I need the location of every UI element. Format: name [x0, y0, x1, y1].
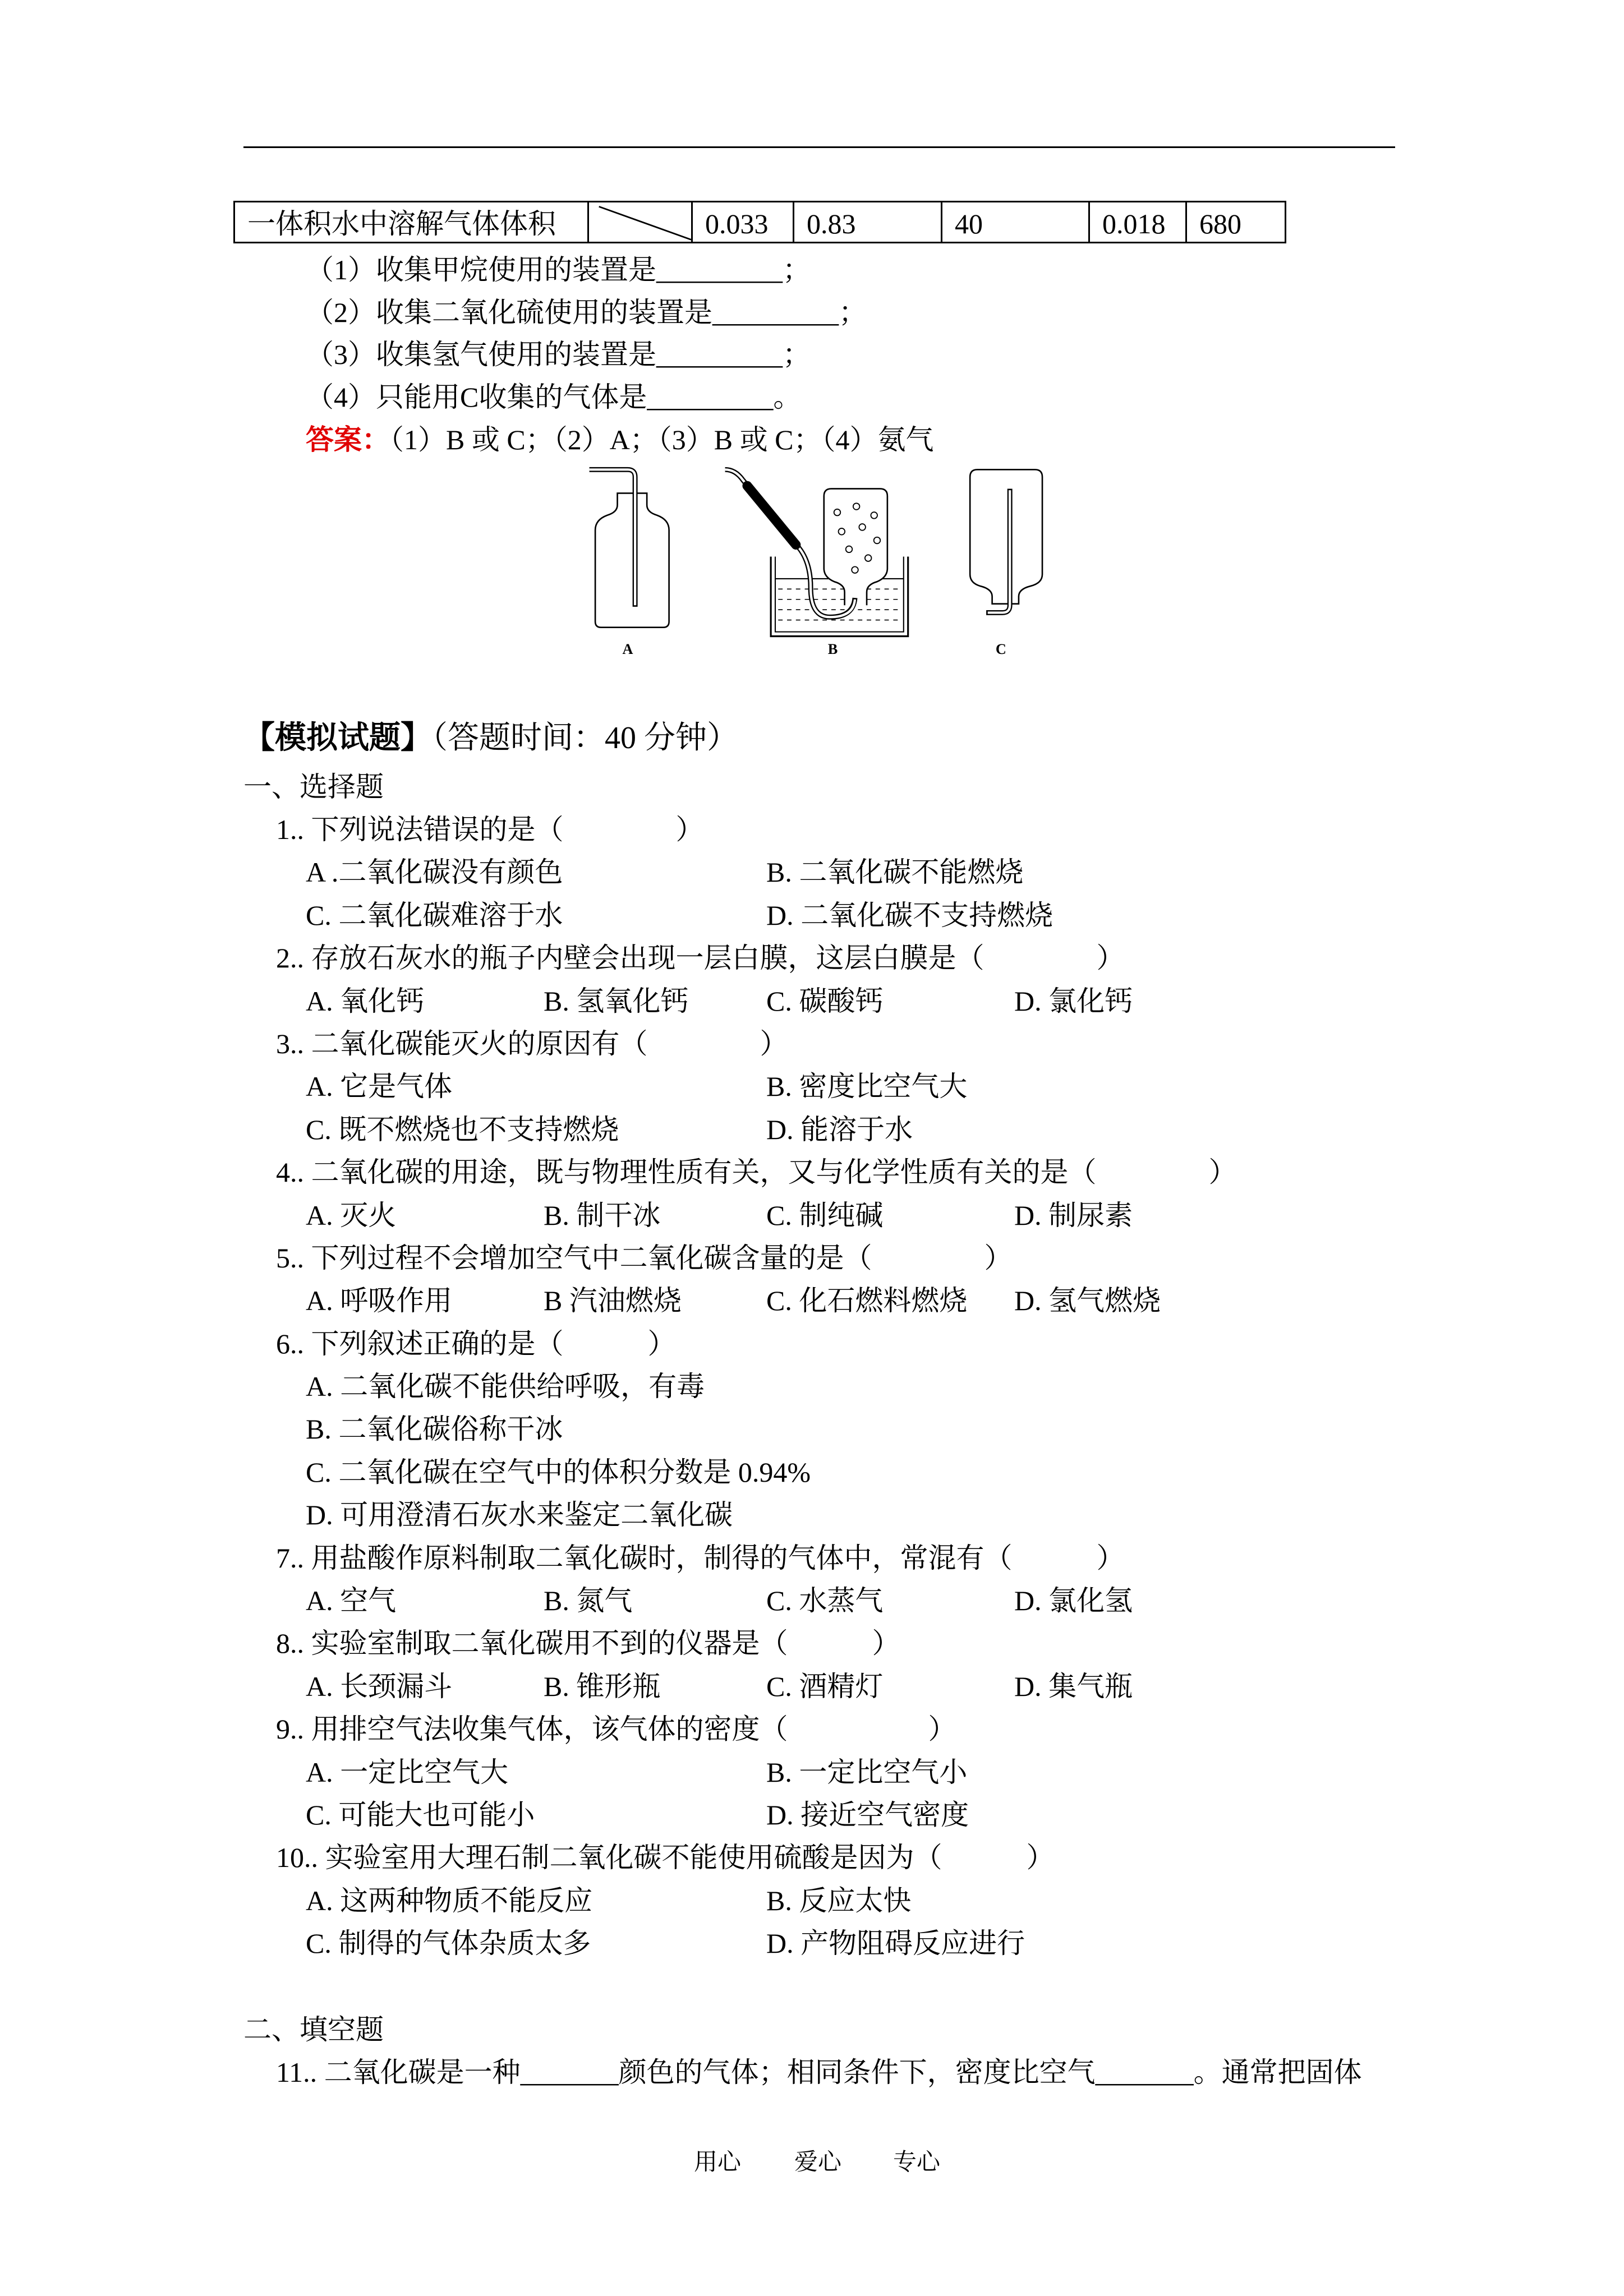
option-d: D. 制尿素 [1014, 1199, 1133, 1231]
option-c: C. 二氧化碳在空气中的体积分数是 0.94% [306, 1456, 811, 1488]
option-b: B. 氢氧化钙 [544, 985, 689, 1017]
question-3 [0, 1022, 1624, 1065]
answer-label: 答案： [306, 423, 390, 455]
section-heading-fill-in: 二、填空题 [243, 2014, 384, 2045]
options-row [0, 1794, 1624, 1836]
sub-question-4 [306, 376, 934, 419]
options-row [0, 1451, 1624, 1493]
figure-labels [622, 641, 1006, 657]
option-c: C. 化石燃料燃烧 [766, 1285, 968, 1317]
option-a: A. 长颈漏斗 [306, 1670, 453, 1702]
option-d: D. 能溶于水 [766, 1113, 913, 1145]
option-d: D. 接近空气密度 [766, 1799, 969, 1831]
options-row [0, 1365, 1624, 1408]
footer-item: 专心 [893, 2150, 941, 2175]
solubility-table [233, 201, 1286, 243]
question-stem: 1.. 下列说法错误的是（ ） [276, 814, 704, 845]
delivery-tube-a-inner [590, 469, 636, 605]
choice-questions [0, 808, 1624, 1965]
option-b: B. 二氧化碳俗称干冰 [306, 1413, 563, 1445]
sub-questions [306, 249, 934, 461]
time-note: （答题时间：40 分钟） [432, 721, 738, 755]
mock-test-heading: 【模拟试题】 [243, 721, 432, 755]
option-a: A. 二氧化碳不能供给呼吸，有毒 [306, 1371, 705, 1403]
options-row [0, 1065, 1624, 1108]
options-row [0, 851, 1624, 893]
question-stem: 9.. 用排空气法收集气体，该气体的密度（ ） [276, 1713, 956, 1745]
figure-label-b: B [827, 641, 838, 658]
option-b: B. 氮气 [544, 1585, 633, 1617]
option-a: A. 氧化钙 [306, 985, 425, 1017]
table-cell: 0.83 [794, 202, 942, 243]
figure-label-a: A [622, 641, 633, 658]
sub-question-1 [306, 249, 934, 292]
diagonal-cell [588, 202, 692, 243]
option-c: C. 碳酸钙 [766, 985, 884, 1017]
option-c: C. 制纯碱 [766, 1199, 884, 1231]
option-b: B. 一定比空气小 [766, 1756, 968, 1788]
option-a: A. 空气 [306, 1585, 397, 1617]
options-row [0, 1751, 1624, 1794]
apparatus-c [970, 469, 1042, 612]
table-cell: 0.033 [692, 202, 794, 243]
option-a: A. 呼吸作用 [306, 1285, 453, 1317]
question-stem: 8.. 实验室制取二氧化碳用不到的仪器是（ ） [276, 1628, 900, 1659]
question-stem: 7.. 用盐酸作原料制取二氧化碳时，制得的气体中，常混有（ ） [276, 1542, 1125, 1574]
footer-item: 爱心 [794, 2150, 842, 2175]
question-10 [0, 1836, 1624, 1879]
option-c: C. 制得的气体杂质太多 [306, 1928, 591, 1960]
options-row [0, 1279, 1624, 1322]
table-row [234, 202, 1286, 243]
apparatus-b [725, 469, 908, 636]
option-c: C. 酒精灯 [766, 1670, 884, 1702]
gas-bottle-a [595, 493, 669, 627]
table-cell: 0.018 [1089, 202, 1186, 243]
options-row [0, 1108, 1624, 1151]
question-4 [0, 1151, 1624, 1193]
option-a: A .二氧化碳没有颜色 [306, 856, 563, 888]
option-a: A. 这两种物质不能反应 [306, 1884, 593, 1916]
option-b: B 汽油燃烧 [544, 1285, 682, 1317]
option-c: C. 可能大也可能小 [306, 1799, 535, 1831]
options-row [0, 1665, 1624, 1708]
diagonal-line [589, 202, 691, 242]
sub-question-2 [306, 292, 934, 334]
footer-item: 用心 [694, 2150, 742, 2175]
option-b: B. 二氧化碳不能燃烧 [766, 856, 1024, 888]
question-stem: 5.. 下列过程不会增加空气中二氧化碳含量的是（ ） [276, 1242, 1013, 1274]
sub-question-text: （2）收集二氧化硫使用的装置是_________； [306, 296, 867, 328]
options-row [0, 1879, 1624, 1922]
option-b: B. 反应太快 [766, 1884, 912, 1916]
question-5 [0, 1237, 1624, 1279]
option-b: B. 制干冰 [544, 1199, 661, 1231]
gas-collection-apparatus-figure [582, 455, 1048, 670]
options-row [0, 1922, 1624, 1965]
sub-question-text: （4）只能用C收集的气体是_________。 [306, 381, 802, 413]
question-stem: 2.. 存放石灰水的瓶子内壁会出现一层白膜，这层白膜是（ ） [276, 942, 1125, 974]
table-cell: 40 [942, 202, 1089, 243]
sub-question-text: （1）收集甲烷使用的装置是_________； [306, 254, 811, 285]
options-row [0, 980, 1624, 1022]
question-stem: 4.. 二氧化碳的用途，既与物理性质有关，又与化学性质有关的是（ ） [276, 1156, 1237, 1188]
section-heading-choice: 一、选择题 [243, 771, 384, 803]
options-row [0, 1408, 1624, 1450]
option-d: D. 二氧化碳不支持燃烧 [766, 899, 1053, 931]
question-1 [0, 808, 1624, 851]
question-stem: 3.. 二氧化碳能灭火的原因有（ ） [276, 1027, 788, 1059]
option-d: D. 集气瓶 [1014, 1670, 1133, 1702]
question-2 [0, 937, 1624, 979]
option-a: A. 它是气体 [306, 1071, 453, 1103]
question-stem: 6.. 下列叙述正确的是（ ） [276, 1327, 676, 1359]
question-9 [0, 1708, 1624, 1750]
option-d: D. 产物阻碍反应进行 [766, 1928, 1025, 1960]
option-d: D. 可用澄清石灰水来鉴定二氧化碳 [306, 1499, 733, 1531]
apparatus-a [590, 469, 669, 627]
header-rule [243, 146, 1395, 148]
sub-question-text: （3）收集氢气使用的装置是_________； [306, 339, 811, 371]
option-b: B. 锥形瓶 [544, 1670, 661, 1702]
question-stem: 10.. 实验室用大理石制二氧化碳不能使用硫酸是因为（ ） [276, 1842, 1055, 1874]
option-c: C. 既不燃烧也不支持燃烧 [306, 1113, 619, 1145]
rubber-hose [747, 486, 796, 545]
question-11: 11.. 二氧化碳是一种_______颜色的气体；相同条件下，密度比空气_______。通常把固体 [276, 2057, 1362, 2088]
option-b: B. 密度比空气大 [766, 1071, 968, 1103]
delivery-tube-a [590, 469, 636, 607]
table-cell: 680 [1186, 202, 1286, 243]
options-row [0, 1493, 1624, 1536]
gas-bottle-c-inverted [970, 469, 1042, 603]
option-d: D. 氯化氢 [1014, 1585, 1133, 1617]
gas-jar-inverted [824, 488, 887, 605]
options-row [0, 1194, 1624, 1237]
options-row [0, 894, 1624, 937]
answer-text: （1）B 或 C；（2）A；（3）B 或 C；（4）氨气 [390, 423, 934, 455]
option-a: A. 灭火 [306, 1199, 397, 1231]
option-d: D. 氢气燃烧 [1014, 1285, 1161, 1317]
question-8 [0, 1622, 1624, 1665]
mock-test-title [243, 720, 738, 757]
option-c: C. 二氧化碳难溶于水 [306, 899, 563, 931]
option-d: D. 氯化钙 [1014, 985, 1133, 1017]
options-row [0, 1579, 1624, 1622]
table-row-label: 一体积水中溶解气体体积 [234, 202, 588, 243]
question-6 [0, 1322, 1624, 1365]
figure-label-c: C [995, 641, 1006, 658]
question-7 [0, 1537, 1624, 1579]
sub-question-3 [306, 334, 934, 376]
option-c: C. 水蒸气 [766, 1585, 884, 1617]
option-a: A. 一定比空气大 [306, 1756, 509, 1788]
